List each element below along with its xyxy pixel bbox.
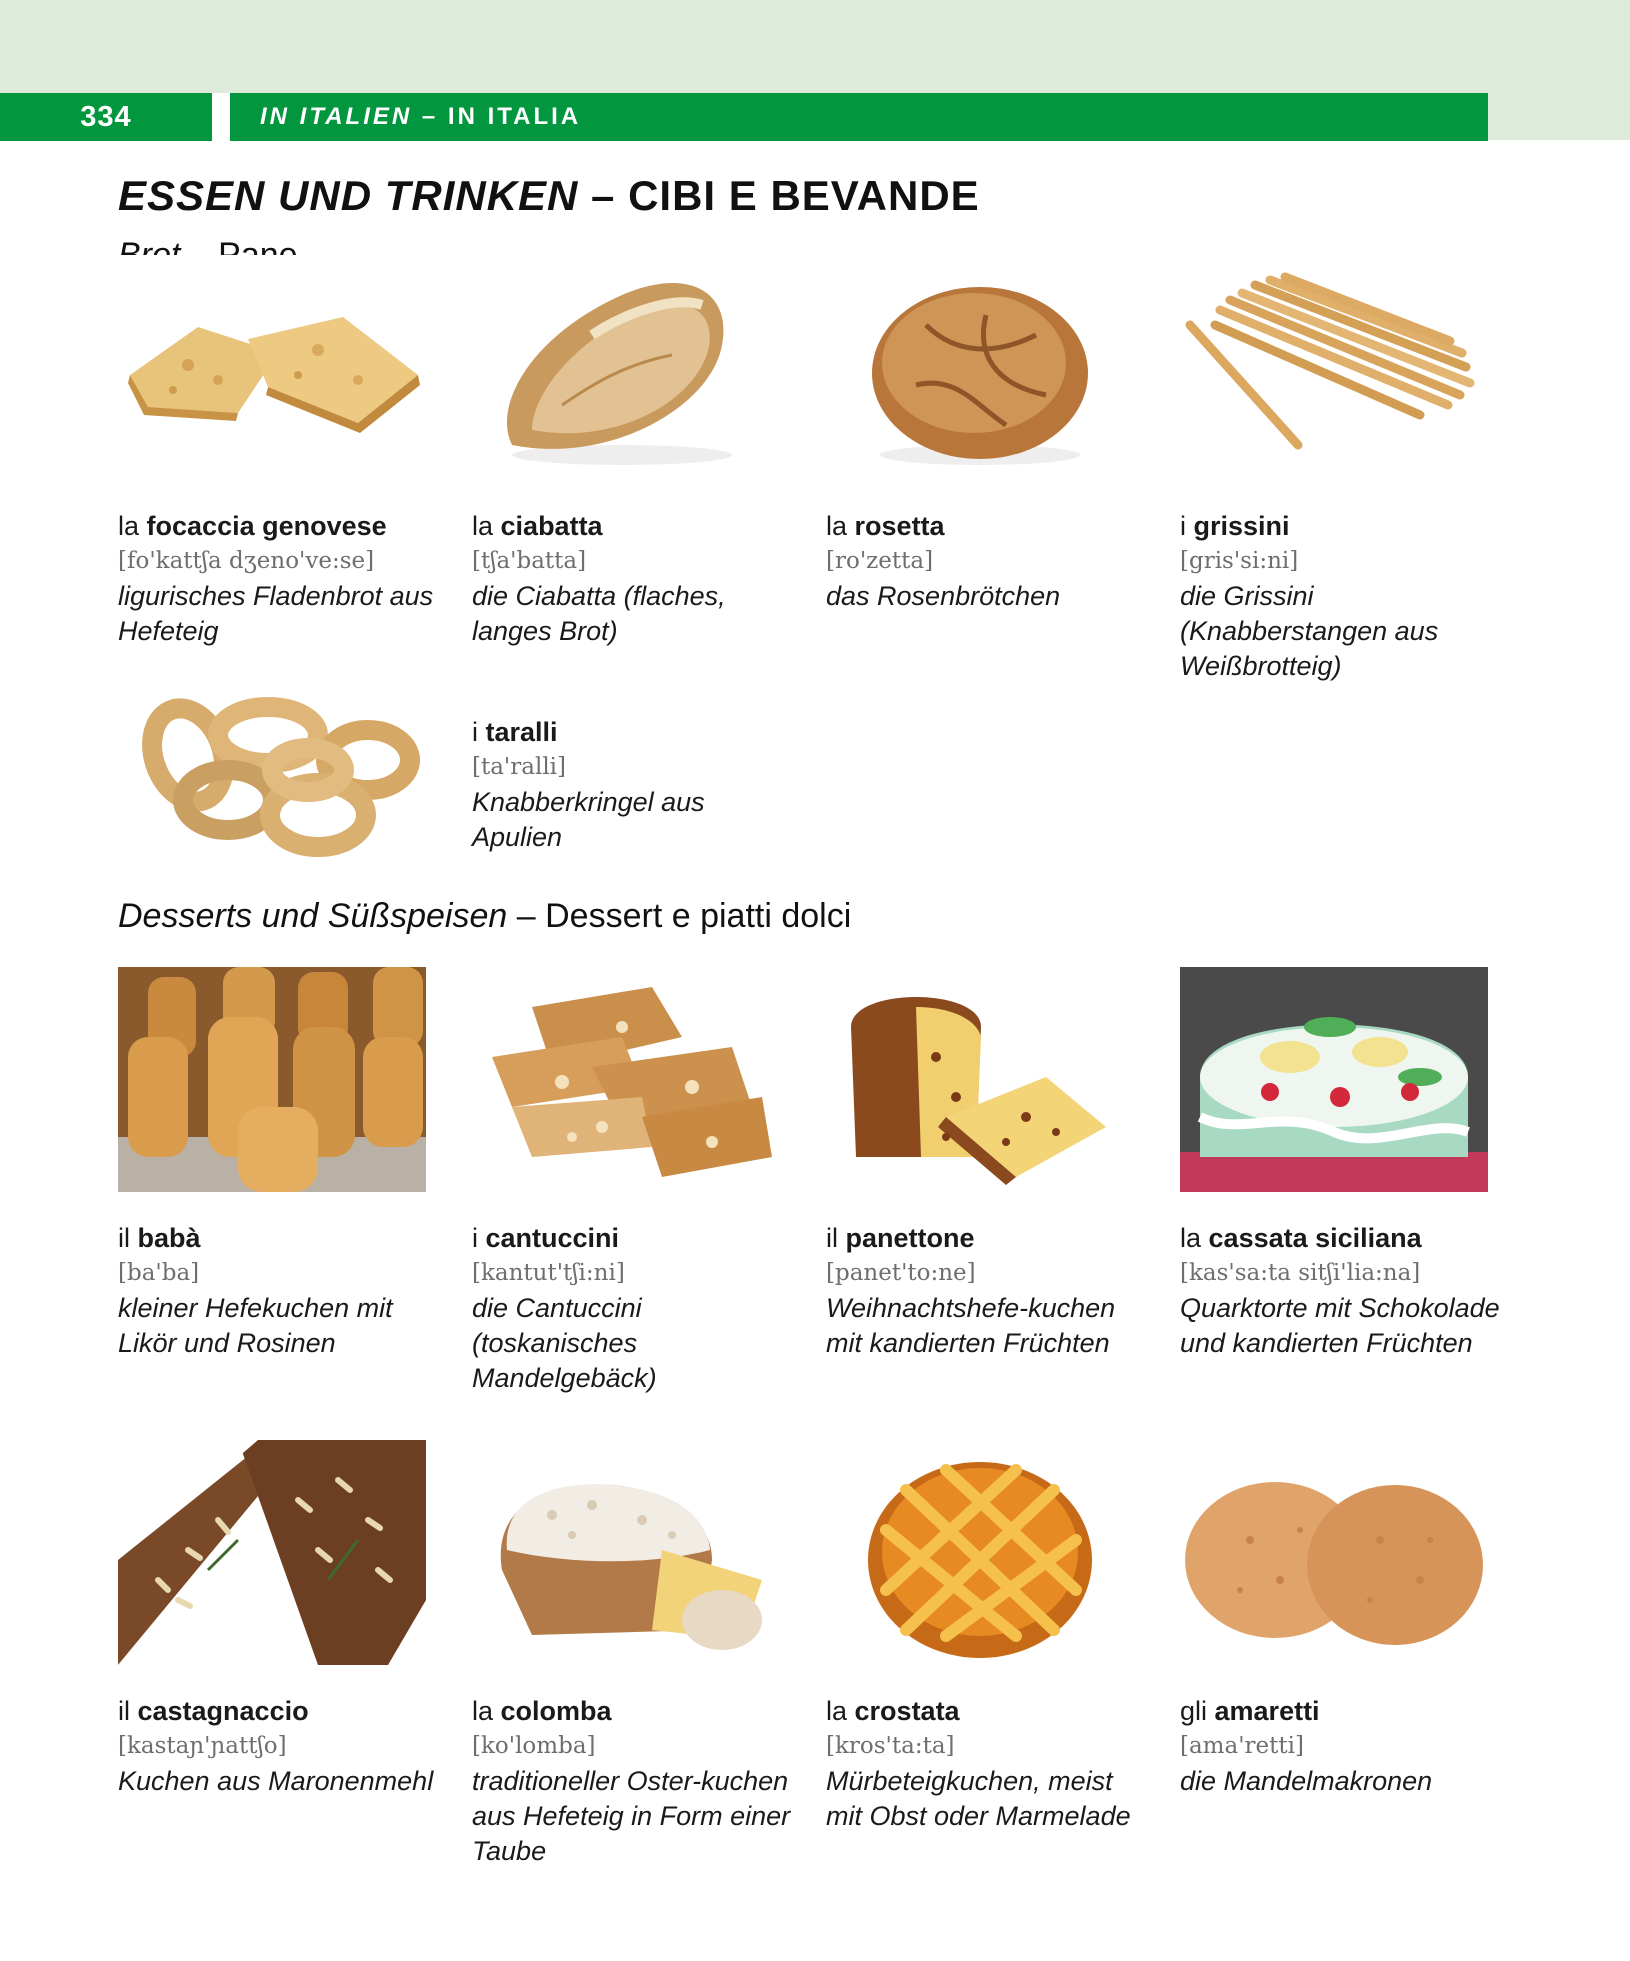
entry-ipa: [kantut'tʃi:ni] [472, 1260, 625, 1286]
entry-name: grissini [1193, 511, 1290, 541]
entry-article: la [472, 1696, 501, 1726]
ciabatta-image [472, 255, 780, 480]
entry-translation: die Ciabatta (flaches, langes Brot) [472, 581, 726, 646]
entry-ipa: [kas'sa:ta sitʃi'lia:na] [1180, 1260, 1421, 1286]
entry-word [118, 1220, 448, 1256]
castagnaccio-image [118, 1440, 426, 1665]
entry-name: rosetta [854, 511, 945, 541]
entry-article: la [472, 511, 501, 541]
baba-image [118, 967, 426, 1192]
entry-translation: Knabberkringel aus Apulien [472, 787, 705, 852]
entry-name: babà [137, 1223, 201, 1253]
entry-translation: kleiner Hefekuchen mit Likör und Rosinen [118, 1293, 393, 1358]
grissini-image [1180, 255, 1488, 480]
entry-article: il [826, 1223, 846, 1253]
entry-ciabatta [472, 255, 802, 649]
chapter-title [260, 93, 581, 141]
entry-name: panettone [845, 1223, 975, 1253]
entry-baba [118, 967, 448, 1361]
entry-cantuccini [472, 967, 802, 1396]
entry-translation: das Rosenbrötchen [826, 581, 1061, 611]
section-title-de: Desserts und Süßspeisen [118, 897, 508, 935]
entry-word [118, 1693, 448, 1729]
entry-name: focaccia genovese [146, 511, 387, 541]
entry-name: crostata [854, 1696, 960, 1726]
entry-article: i [472, 1223, 486, 1253]
entry-word [826, 1693, 1156, 1729]
section-title-it: Dessert e piatti dolci [545, 897, 852, 935]
entry-taralli [472, 665, 802, 855]
entry-word [472, 714, 802, 750]
entry-translation: traditioneller Oster-kuchen aus Hefeteig in Form einer Taube [472, 1766, 791, 1866]
entry-ipa: [gris'si:ni] [1180, 548, 1299, 574]
entry-translation: ligurisches Fladenbrot aus Hefeteig [118, 581, 434, 646]
entry-name: taralli [485, 717, 558, 747]
page-title [118, 172, 980, 220]
panettone-image [826, 967, 1134, 1192]
entry-translation: die Grissini (Knabberstangen aus Weißbrotteig) [1180, 581, 1439, 681]
entry-amaretti [1180, 1440, 1510, 1799]
entry-grissini [1180, 255, 1510, 684]
entry-ipa: [tʃa'batta] [472, 548, 587, 574]
taralli-image [118, 665, 426, 890]
entry-colomba [472, 1440, 802, 1869]
entry-ipa: [kros'ta:ta] [826, 1733, 955, 1759]
entry-translation: Mürbeteigkuchen, meist mit Obst oder Marmelade [826, 1766, 1131, 1831]
entry-article: la [826, 511, 855, 541]
entry-word [472, 508, 802, 544]
section-title-sep: – [507, 897, 546, 935]
colomba-image [472, 1440, 780, 1665]
entry-taralli-image [118, 665, 448, 890]
entry-word [1180, 508, 1510, 544]
entry-word [826, 508, 1156, 544]
entry-word [472, 1220, 802, 1256]
entry-word [118, 508, 448, 544]
page-title-sep: – [578, 172, 629, 219]
entry-translation: die Mandelmakronen [1180, 1766, 1433, 1796]
header-bar [0, 93, 1488, 141]
entry-translation: Kuchen aus Maronenmehl [118, 1766, 434, 1796]
cantuccini-image [472, 967, 780, 1192]
chapter-title-de: IN ITALIEN [260, 103, 413, 130]
entry-article: i [1180, 511, 1194, 541]
entry-article: la [826, 1696, 855, 1726]
entry-ipa: [ba'ba] [118, 1260, 200, 1286]
crostata-image [826, 1440, 1134, 1665]
entry-focaccia [118, 255, 448, 649]
entry-article: i [472, 717, 486, 747]
entry-name: ciabatta [500, 511, 603, 541]
entry-translation: Quarktorte mit Schokolade und kandierten Früchten [1180, 1293, 1500, 1358]
entry-ipa: [panet'to:ne] [826, 1260, 976, 1286]
page-title-it: CIBI E BEVANDE [628, 172, 980, 219]
section-title-desserts [118, 897, 851, 936]
entry-article: gli [1180, 1696, 1215, 1726]
entry-rosetta [826, 255, 1156, 614]
entry-name: amaretti [1214, 1696, 1320, 1726]
entry-translation: Weihnachtshefe-kuchen mit kandierten Früchten [826, 1293, 1116, 1358]
header-divider [212, 93, 230, 141]
entry-panettone [826, 967, 1156, 1361]
cassata-image [1180, 967, 1488, 1192]
entry-name: colomba [500, 1696, 612, 1726]
page-number: 334 [80, 101, 132, 133]
entry-word [1180, 1220, 1510, 1256]
entry-ipa: [fo'kattʃa dʒeno've:se] [118, 548, 375, 574]
entry-article: il [118, 1696, 138, 1726]
entry-ipa: [ta'ralli] [472, 754, 566, 780]
focaccia-image [118, 255, 426, 480]
entry-name: castagnaccio [137, 1696, 309, 1726]
entry-name: cassata siciliana [1208, 1223, 1422, 1253]
entry-name: cantuccini [485, 1223, 620, 1253]
entry-word [826, 1220, 1156, 1256]
amaretti-image [1180, 1440, 1488, 1665]
entry-ipa: [ro'zetta] [826, 548, 934, 574]
page-title-de: ESSEN UND TRINKEN [118, 172, 579, 219]
entry-castagnaccio [118, 1440, 448, 1799]
entry-ipa: [ama'retti] [1180, 1733, 1304, 1759]
entry-crostata [826, 1440, 1156, 1834]
chapter-title-it: IN ITALIA [447, 103, 582, 130]
entry-translation: die Cantuccini (toskanisches Mandelgebäck) [472, 1293, 657, 1393]
entry-cassata [1180, 967, 1510, 1361]
chapter-title-sep: – [412, 103, 448, 130]
entry-word [1180, 1693, 1510, 1729]
rosetta-image [826, 255, 1134, 480]
entry-article: il [118, 1223, 138, 1253]
entry-word [472, 1693, 802, 1729]
entry-ipa: [ko'lomba] [472, 1733, 596, 1759]
entry-ipa: [kastaɲ'ɲattʃo] [118, 1733, 287, 1759]
entry-article: la [118, 511, 147, 541]
entry-article: la [1180, 1223, 1209, 1253]
